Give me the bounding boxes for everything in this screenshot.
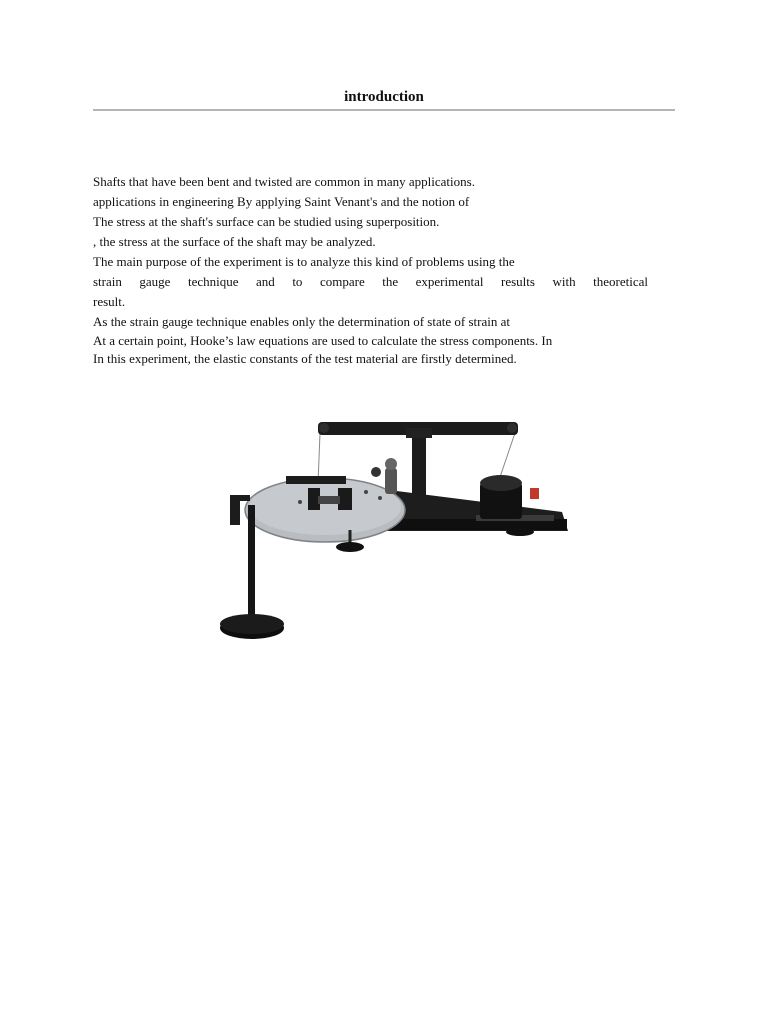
apparatus-figure xyxy=(190,400,580,650)
paragraph-line: As the strain gauge technique enables only the determination of state of strain at xyxy=(93,314,510,329)
paragraph-line: result. xyxy=(93,294,126,309)
paragraph-line: Shafts that have been bent and twisted are common in many applications. xyxy=(93,174,475,189)
paragraph-line: In this experiment, the elastic constants of the test material are firstly determined. xyxy=(93,351,517,366)
paragraph-line: The main purpose of the experiment is to analyze this kind of problems using the xyxy=(93,254,515,269)
paragraph-line: strain gauge technique and to compare the experimental results with theoretical xyxy=(93,274,648,289)
paragraph-line: The stress at the shaft's surface can be studied using superposition. xyxy=(93,214,440,229)
heading-underline xyxy=(93,109,675,111)
bending-torsion-apparatus-image xyxy=(190,400,580,650)
paragraph-line: , the stress at the surface of the shaft may be analyzed. xyxy=(93,234,376,249)
introduction-paragraph xyxy=(93,172,648,368)
paragraph-line: At a certain point, Hooke’s law equations are used to calculate the stress components. In xyxy=(93,333,553,348)
page-heading: introduction xyxy=(344,89,424,105)
paragraph-line: applications in engineering By applying Saint Venant's and the notion of xyxy=(93,194,470,209)
